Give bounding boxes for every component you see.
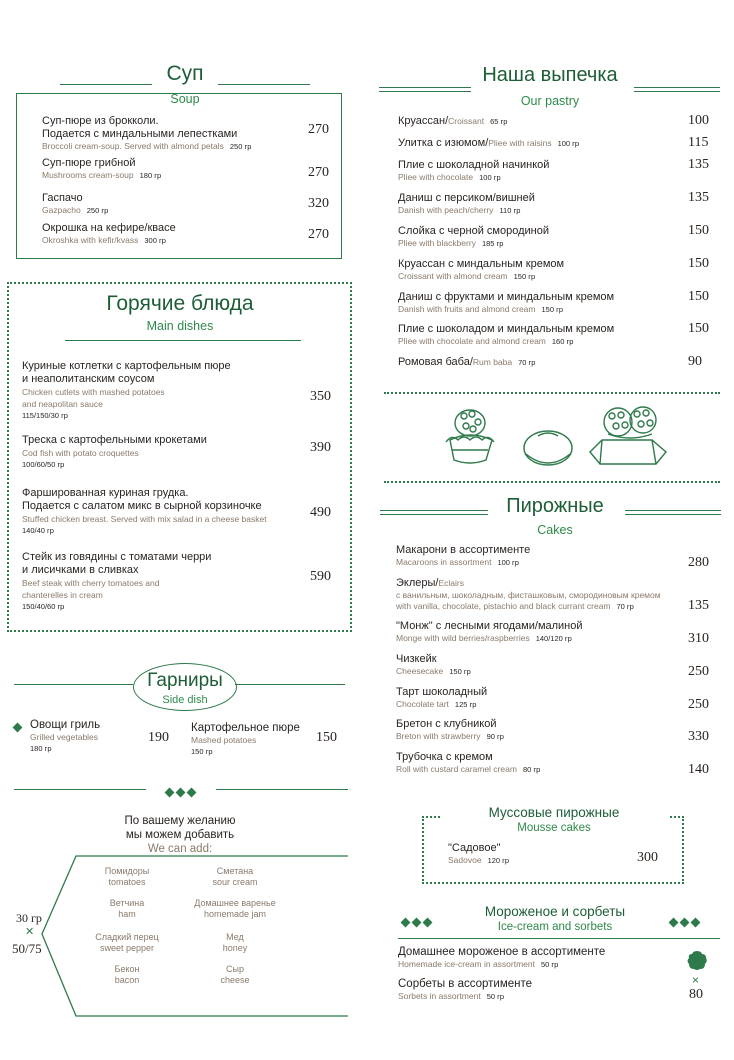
cake-item-ru: Макарони в ассортименте [396, 544, 531, 556]
cakes-title: Пирожные [506, 495, 604, 517]
sides-bullet-icon [13, 723, 23, 733]
cake-item-ru: Чизкейк [396, 653, 437, 665]
pastry-item [398, 258, 678, 282]
cake-item-grams: 100 гр [497, 558, 519, 567]
soup-item-en: Okroshka with kefir/kvass [42, 235, 139, 245]
pastry-item-en: Pliee with blackberry [398, 238, 476, 248]
cake-item-price: 250 [688, 664, 709, 679]
addon-item-ru: Помидоры [104, 866, 150, 876]
addon-item [92, 964, 162, 986]
cake-item [396, 544, 686, 568]
soup-item [42, 115, 292, 152]
cake-item-ru-row [396, 577, 686, 590]
addon-item [92, 932, 162, 954]
cake-item-price: 250 [688, 697, 709, 712]
soup-item-price: 270 [308, 227, 329, 242]
main-dish-grams: 140/40 гр [22, 526, 54, 535]
cake-item-grams: 140/120 гр [535, 634, 572, 643]
main-dish-item [22, 551, 312, 613]
soup-item-grams: 250 гр [229, 142, 252, 151]
cake-item-price: 140 [688, 762, 709, 777]
cake-item-grams: 70 гр [616, 602, 634, 611]
addon-item-ru: Домашнее варенье [194, 898, 276, 908]
mousse-subtitle: Mousse cakes [517, 822, 591, 834]
cake-item-ru-row [396, 653, 686, 666]
icecream-item-grams: 50 гр [486, 992, 505, 1001]
illustration-divider-top [384, 392, 720, 394]
soup-item-price: 270 [308, 122, 329, 137]
cake-item [396, 620, 686, 644]
addons-divider-left [14, 789, 146, 790]
main-dish-ru: Треска с картофельными крокетами [22, 434, 207, 446]
cake-item-en: Chocolate tart [396, 699, 449, 709]
icecream-item-en-row [398, 991, 532, 1002]
addons-weight2: 50/75 [12, 941, 42, 956]
addons-weight: 30 гр [16, 911, 42, 925]
main-dish-en: Beef steak with cherry tomatoes and chanterelles in cream [22, 578, 160, 600]
cake-item-en-row [396, 699, 686, 710]
pastry-illustration [440, 398, 690, 474]
soup-title-rule-right [218, 84, 310, 85]
addon-item [190, 964, 280, 986]
pastry-item-price: 100 [688, 113, 709, 128]
pastry-item-price: 135 [688, 157, 709, 172]
main-dish-grams: 100/60/50 гр [22, 460, 65, 469]
cake-item-en: Macaroons in assortment [396, 557, 492, 567]
soup-item-en: Gazpacho [42, 205, 81, 215]
pastry-item-price: 90 [688, 354, 702, 369]
pastry-item-grams: 150 гр [541, 305, 563, 314]
cake-item-ru-row [396, 718, 686, 731]
cakes-rule-right [625, 510, 721, 515]
pastry-item-price: 115 [688, 135, 709, 150]
pastry-item [398, 356, 678, 369]
pastry-item-en-row [398, 271, 678, 282]
pastry-item-en-row [398, 336, 678, 347]
side-item-ru: Картофельное пюре [191, 722, 300, 734]
soup-item-grams: 250 гр [86, 206, 109, 215]
cake-item-grams: 80 гр [522, 765, 541, 774]
main-dish-ru: Куриные котлетки с картофельным пюре и неаполитанским соусом [22, 360, 231, 385]
pastry-rule-left [379, 87, 471, 92]
icecream-item-en: Sorbets in assortment [398, 991, 481, 1001]
side-item-en: Grilled vegetables [30, 732, 99, 742]
cake-item-ru: Эклеры/ [396, 577, 439, 589]
pastry-item-en: Danish with peach/cherry [398, 205, 494, 215]
icecream-subtitle: Ice-cream and sorbets [497, 921, 613, 933]
pastry-item-ru-row [398, 323, 678, 336]
cake-item-ru: Бретон с клубникой [396, 718, 497, 730]
pastry-item-ru: Плие с шоколадной начинкой [398, 159, 550, 171]
side-item-grams: 180 гр [30, 744, 52, 753]
side-item-price: 150 [316, 730, 337, 745]
pastry-item-en-row [398, 304, 678, 315]
icecream-price: 80 [689, 987, 703, 1002]
icecream-ornament-left-icon [400, 913, 433, 931]
soup-title-rule-left [60, 84, 152, 85]
pastry-item-grams: 100 гр [479, 173, 501, 182]
pastry-item-en-row [398, 205, 678, 216]
soup-item-en-row [42, 141, 292, 152]
mousse-item-price: 300 [637, 850, 658, 865]
cake-item-en: Breton with strawberry [396, 731, 481, 741]
addon-item-en: ham [118, 909, 136, 919]
main-dish-item [22, 434, 312, 471]
icecream-title: Мороженое и сорбеты [484, 904, 626, 919]
pastry-item-ru-row [398, 115, 678, 128]
cake-item-en-row [396, 666, 686, 677]
main-dishes-rule [65, 340, 301, 341]
cakes-rule-left [380, 510, 488, 515]
pastry-item-price: 135 [688, 190, 709, 205]
pastry-item-grams: 110 гр [499, 206, 521, 215]
illustration-divider-bottom [384, 481, 720, 483]
icecream-item-ru: Домашнее мороженое в ассортименте [398, 946, 606, 958]
pastry-item-price: 150 [688, 256, 709, 271]
pastry-item-ru: Даниш с персиком/вишней [398, 192, 535, 204]
pastry-item-price: 150 [688, 223, 709, 238]
sides-rule-left [14, 684, 133, 685]
pastry-item [398, 225, 678, 249]
cake-item-en: Monge with wild berries/raspberries [396, 633, 530, 643]
main-dish-item [22, 360, 312, 422]
mousse-title: Муссовые пирожные [440, 805, 668, 820]
soup-item-grams: 300 гр [144, 236, 166, 245]
mousse-item-en-text: Sadovoe [448, 855, 482, 865]
pastry-rule-right [634, 87, 720, 92]
cake-item-en: Cheesecake [396, 666, 444, 676]
main-dishes-title: Горячие блюда [106, 292, 254, 315]
main-dish-grams: 150/40/60 гр [22, 602, 65, 611]
pastry-item-ru-row [398, 225, 678, 238]
pastry-item [398, 137, 678, 150]
soup-item-en-row [42, 205, 292, 216]
cake-item-ru-row [396, 751, 686, 764]
soup-item-ru: Гаспачо [42, 192, 83, 204]
side-item-grams: 150 гр [191, 747, 213, 756]
pastry-item-ru: Плие с шоколадом и миндальным кремом [398, 323, 615, 335]
pastry-item-grams: 150 гр [513, 272, 536, 281]
pastry-item-grams: 185 гр [481, 239, 504, 248]
pastry-item-ru-row [398, 258, 678, 271]
pastry-item [398, 159, 678, 183]
cake-item [396, 577, 686, 612]
pastry-subtitle: Our pastry [520, 94, 580, 108]
soup-item-en-row [42, 235, 292, 246]
mousse-item [448, 842, 509, 866]
pastry-item-grams: 65 гр [490, 117, 508, 126]
main-dish-en: Chicken cutlets with mashed potatoes and neapolitan sauce [22, 387, 165, 409]
icecream-item-grams: 50 гр [541, 960, 559, 969]
addon-item-en: sour cream [212, 877, 258, 887]
pastry-item-inline-en: Pliee with raisins [488, 138, 552, 148]
icecream-rule [398, 938, 720, 939]
icecream-item [398, 978, 532, 1002]
pastry-item-ru: Ромовая баба/ [398, 356, 473, 368]
sides-subtitle: Side dish [162, 694, 208, 706]
pastry-item-en-row [398, 238, 678, 249]
addon-item-ru: Сыр [226, 964, 244, 974]
pastry-item-ru-row [398, 137, 678, 150]
soup-title: Суп [166, 62, 204, 85]
pastry-item-ru: Круассан с миндальным кремом [398, 258, 565, 270]
pastry-item-price: 150 [688, 289, 709, 304]
addon-item-ru: Сладкий перец [95, 932, 159, 942]
pastry-item [398, 323, 678, 347]
soup-item [42, 192, 292, 216]
cake-item-price: 310 [688, 631, 709, 646]
addon-item [190, 932, 280, 954]
diamond-ornament-icon [164, 783, 197, 801]
soup-item-ru: Суп-пюре грибной [42, 157, 136, 169]
addon-item-en: bacon [114, 975, 140, 985]
pastry-item-en: Croissant with almond cream [398, 271, 508, 281]
mousse-item-grams: 120 гр [487, 856, 510, 865]
sides-rule-right [235, 684, 345, 685]
addons-line3: We can add: [147, 843, 213, 855]
cake-item-en-row [396, 633, 686, 644]
soup-item-ru: Суп-пюре из брокколи. Подается с миндальными лепестками [42, 115, 238, 140]
mousse-item-en [448, 855, 509, 866]
addon-item [190, 898, 280, 920]
addon-item-ru: Бекон [114, 964, 140, 974]
pastry-item-ru: Слойка с черной смородиной [398, 225, 549, 237]
pastry-item-ru: Круассан/ [398, 115, 449, 127]
addon-item [92, 898, 162, 920]
sides-title: Гарниры [147, 670, 223, 691]
addon-item-en: tomatoes [108, 877, 146, 887]
pastry-item-price: 150 [688, 321, 709, 336]
icecream-item-en: Homemade ice-cream in assortment [398, 959, 535, 969]
addon-item-en: honey [222, 943, 248, 953]
pastry-item-ru-row [398, 291, 678, 304]
soup-item [42, 157, 292, 181]
cake-item [396, 686, 686, 710]
side-item-price: 190 [148, 730, 169, 745]
main-dish-en: Cod fish with potato croquettes [22, 448, 139, 458]
pastry-title: Наша выпечка [482, 64, 618, 86]
cake-item-ru-row [396, 620, 686, 633]
cake-item-en: с ванильным, шоколадным, фисташковым, смородиновым кремом with vanilla, chocolate, pistachio and black currant cream [396, 590, 661, 611]
addons-bracket [14, 850, 348, 1022]
pastry-item-ru: Даниш с фруктами и миндальным кремом [398, 291, 615, 303]
main-dish-price: 390 [310, 440, 331, 455]
addons-line1: По вашему желанию [124, 815, 236, 827]
pastry-item-en: Pliee with chocolate [398, 172, 474, 182]
cake-item-price: 280 [688, 555, 709, 570]
pastry-item-en: Danish with fruits and almond cream [398, 304, 536, 314]
main-dish-ru: Стейк из говядины с томатами черри и лисичками в сливках [22, 551, 212, 576]
addon-item-en: sweet pepper [99, 943, 155, 953]
cake-item-ru-row [396, 686, 686, 699]
cake-item-grams: 125 гр [454, 700, 477, 709]
soup-item-en: Broccoli cream-soup. Served with almond petals [42, 141, 224, 151]
cake-item [396, 718, 686, 742]
cake-item-en-row [396, 731, 686, 742]
cake-item-price: 135 [688, 598, 709, 613]
pastry-item-en: Pliee with chocolate and almond cream [398, 336, 546, 346]
pastry-item-ru-row [398, 356, 678, 369]
icecream-ornament-right-icon [668, 913, 701, 931]
cake-item-inline-en: Eclairs [438, 578, 464, 588]
side-item-mashed [191, 722, 300, 757]
pastry-item-ru: Улитка с изюмом/ [398, 137, 489, 149]
main-dish-en: Stuffed chicken breast. Served with mix salad in a cheese basket [22, 514, 267, 524]
cake-item-en-row [396, 590, 686, 612]
cake-item-en: Roll with custard caramel cream [396, 764, 517, 774]
pastry-item-inline-en: Croissant [448, 116, 485, 126]
soup-item-en-row [42, 170, 292, 181]
pastry-item-ru-row [398, 192, 678, 205]
pastry-item-grams: 70 гр [518, 358, 536, 367]
pastry-item [398, 291, 678, 315]
addon-item [190, 866, 280, 888]
soup-item-grams: 180 гр [139, 171, 162, 180]
cakes-subtitle: Cakes [537, 523, 573, 537]
cake-item-ru: Тарт шоколадный [396, 686, 488, 698]
cake-item-ru: Трубочка с кремом [396, 751, 493, 763]
main-dish-price: 490 [310, 505, 331, 520]
addon-item-en: homemade jam [203, 909, 267, 919]
addon-item-en: cheese [220, 975, 250, 985]
ice-cream-scoop-icon [686, 950, 708, 972]
main-dish-ru: Фаршированная куриная грудка. Подается с салатом микс в сырной корзиночке [22, 487, 262, 512]
main-dishes-subtitle: Main dishes [146, 319, 214, 333]
soup-item-price: 270 [308, 165, 329, 180]
addon-item-ru: Ветчина [109, 898, 145, 908]
addons-divider-right [216, 789, 348, 790]
main-dish-price: 350 [310, 389, 331, 404]
addon-item-ru: Сметана [216, 866, 254, 876]
cake-item-grams: 90 гр [486, 732, 504, 741]
pastry-item-inline-en: Rum baba [472, 357, 513, 367]
main-dish-price: 590 [310, 569, 331, 584]
addon-item-ru: Мед [226, 932, 244, 942]
addons-line2: мы можем добавить [125, 829, 235, 841]
main-dish-item [22, 487, 312, 537]
main-dish-grams: 115/150/30 гр [22, 411, 68, 420]
pastry-item-en-row [398, 172, 678, 183]
soup-item-en: Mushrooms cream-soup [42, 170, 134, 180]
mousse-item-ru: "Садовое" [448, 842, 501, 854]
pastry-item [398, 115, 678, 128]
side-item-ru: Овощи гриль [30, 719, 101, 731]
cake-item-ru-row [396, 544, 686, 557]
cake-item-en-row [396, 557, 686, 568]
icecream-item-en-row [398, 959, 605, 970]
pastry-item-ru-row [398, 159, 678, 172]
soup-item [42, 222, 292, 246]
icecream-item [398, 946, 605, 970]
cake-item-grams: 150 гр [449, 667, 471, 676]
soup-subtitle: Soup [170, 92, 200, 106]
soup-item-price: 320 [308, 196, 329, 211]
addons-sep-icon: ✕ [25, 926, 35, 938]
addon-item [92, 866, 162, 888]
cake-item-price: 330 [688, 729, 709, 744]
cake-item-ru: "Монж" с лесными ягодами/малиной [396, 620, 583, 632]
cake-item [396, 751, 686, 775]
cake-item-en-row [396, 764, 686, 775]
soup-item-ru: Окрошка на кефире/квасе [42, 222, 176, 234]
pastry-item-grams: 160 гр [551, 337, 574, 346]
pastry-item-grams: 100 гр [557, 139, 580, 148]
icecream-sep-icon: × [692, 973, 700, 987]
icecream-item-ru: Сорбеты в ассортименте [398, 978, 533, 990]
cake-item [396, 653, 686, 677]
side-item-grilled [30, 719, 100, 754]
side-item-en: Mashed potatoes [191, 735, 257, 745]
pastry-item [398, 192, 678, 216]
